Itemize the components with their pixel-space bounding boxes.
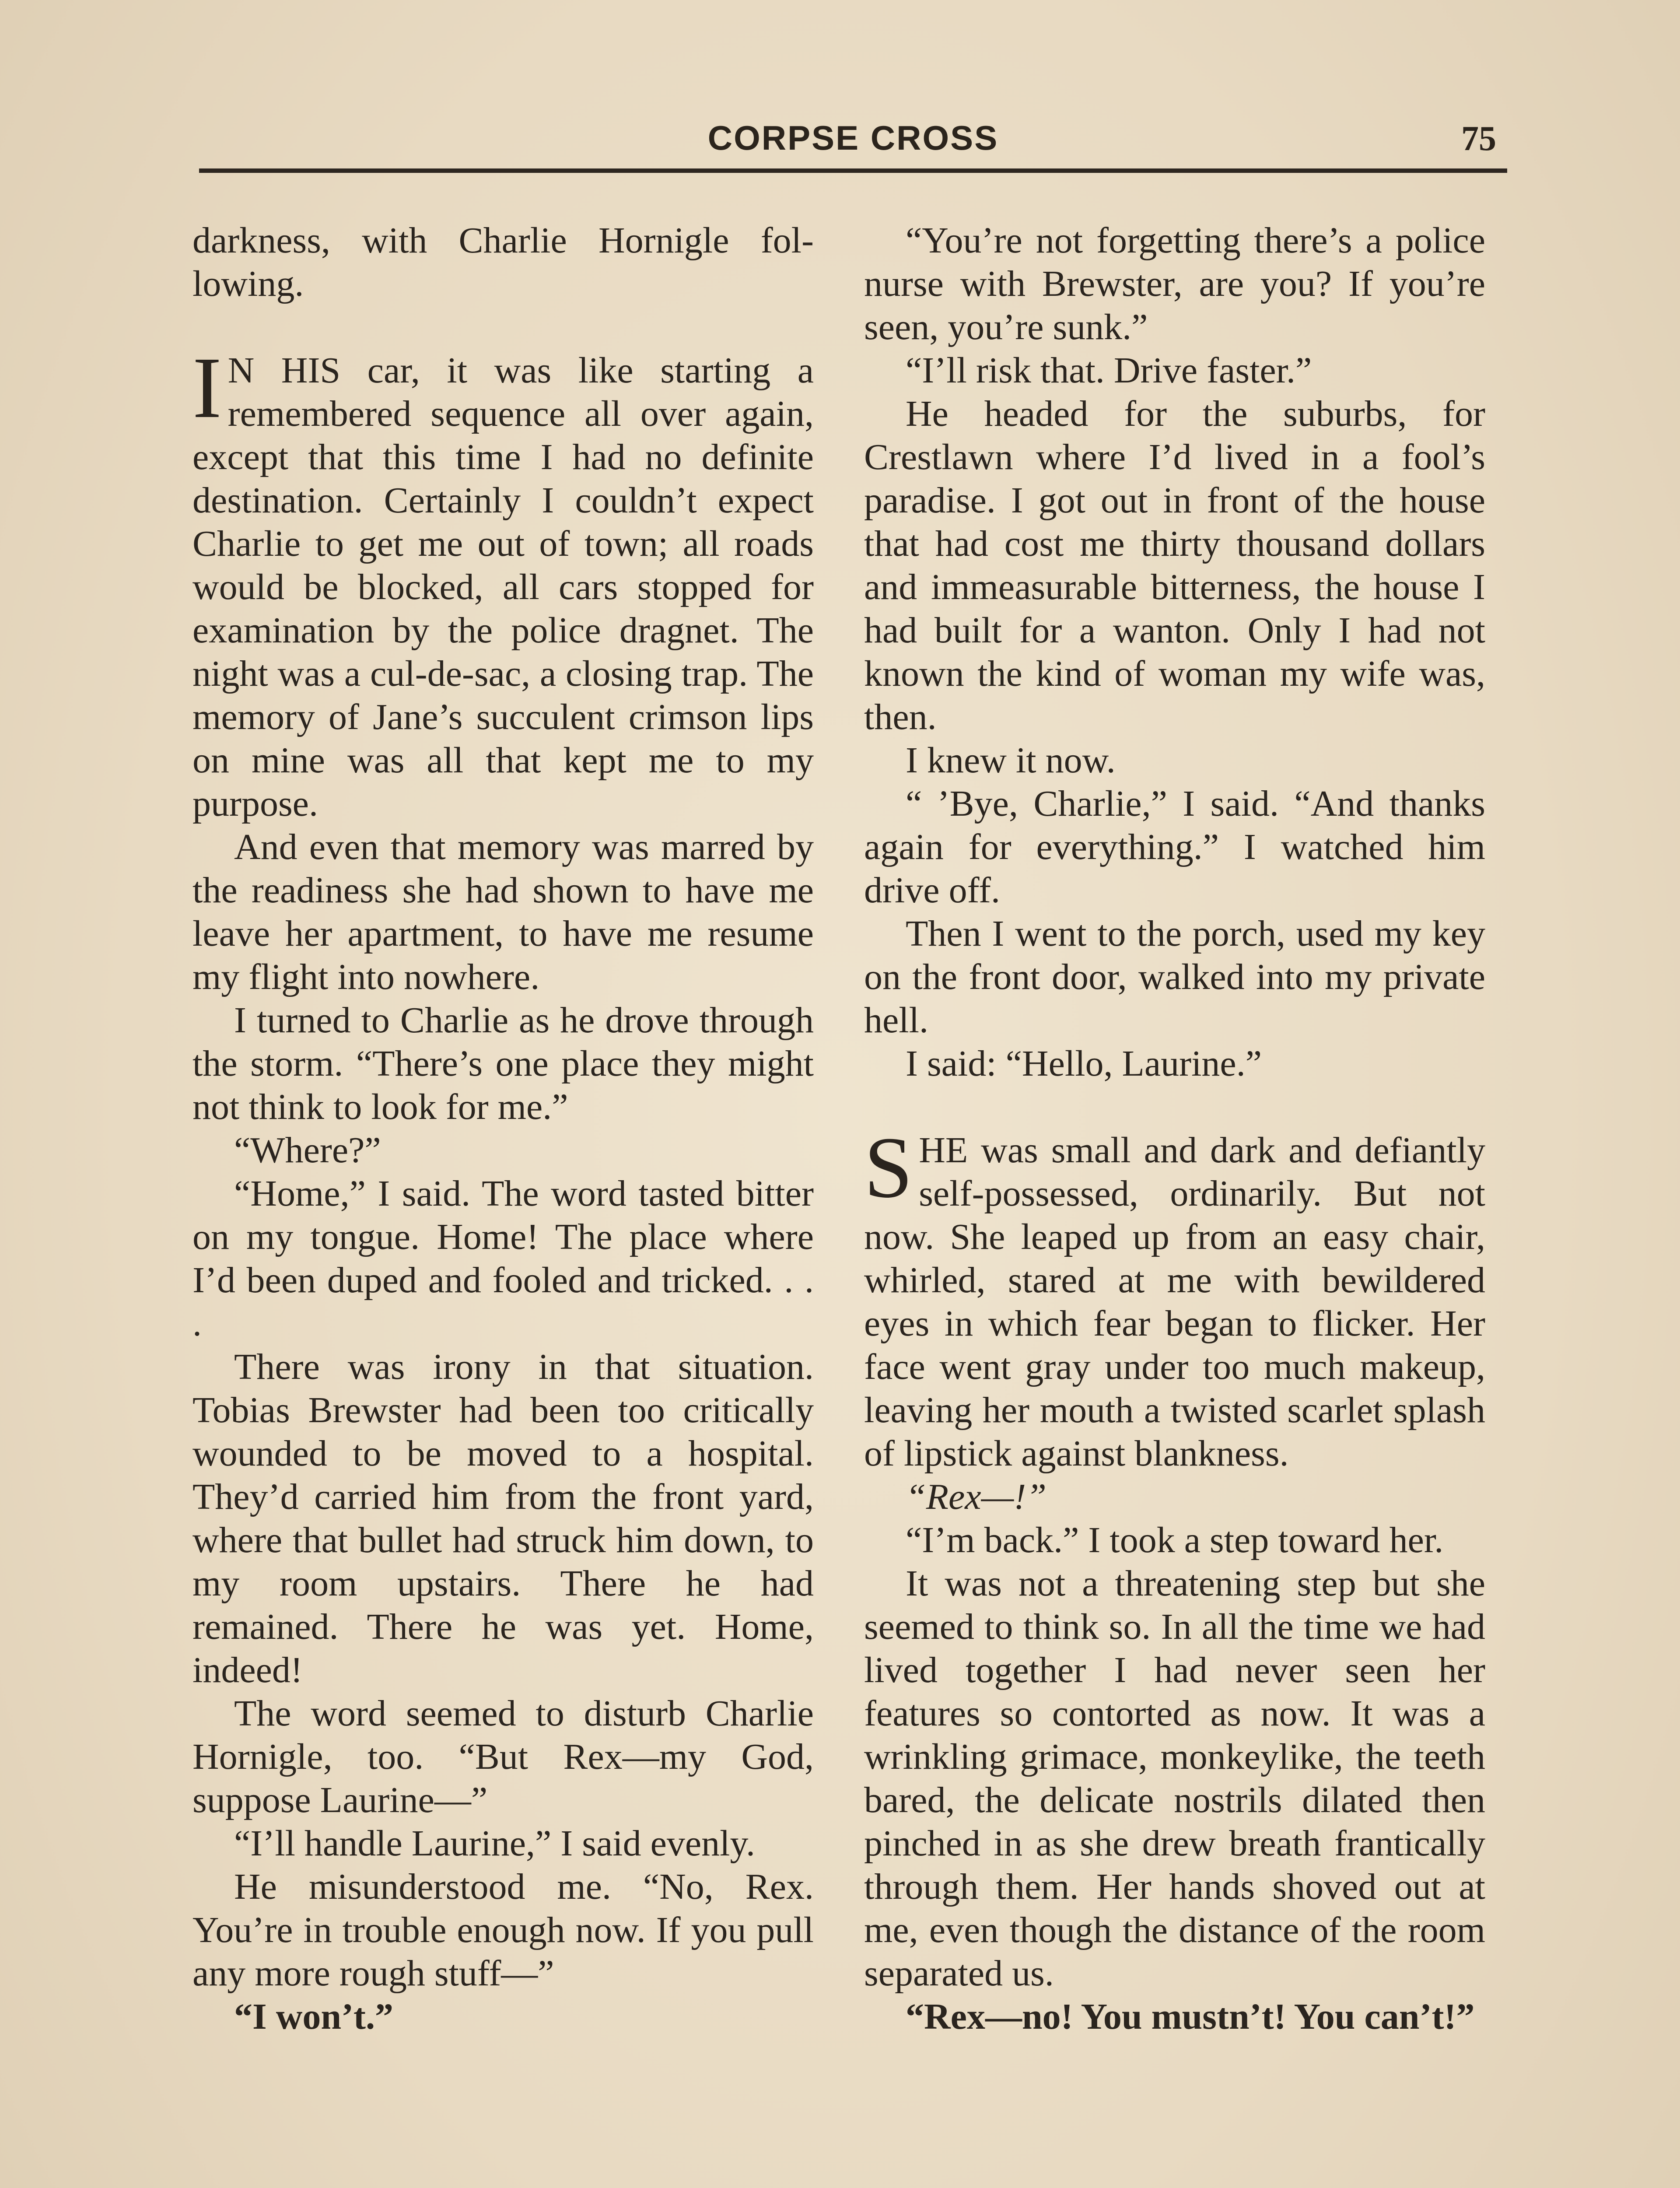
right-column-inner: [864, 219, 1485, 2188]
header-rule: [199, 168, 1507, 173]
drop-cap: I: [192, 340, 222, 436]
drop-cap: S: [864, 1119, 913, 1216]
running-title: CORPSE CROSS: [707, 119, 999, 157]
page-number: 75: [1461, 119, 1496, 158]
paragraph: “Where?”: [234, 1130, 381, 1171]
paragraph: darkness, with Charlie Hornigle following.: [192, 220, 814, 304]
paragraph: I knew it now.: [906, 740, 1116, 781]
paragraph: It was not a threatening step but she seemed to think so. In all the time we had lived together I had never seen her features so contorted as now. It was a wrinkling grimace, monkeylike, the teeth bared, the delicate nostrils dilated then pinched in as she drew breath frantically through them. Her hands shoved out at me, even though the distance of the room separated us.: [864, 1563, 1485, 1994]
paragraph: He headed for the suburbs, for Crestlawn where I’d lived in a fool’s paradise. I got out in front of the house that had cost me thirty thousand dollars and immeasurable bitterness, the house I had built for a wanton. Only I had not known the kind of woman my wife was, then.: [864, 393, 1485, 737]
paragraph: “You’re not forgetting there’s a police nurse with Brewster, are you? If you’re seen, you’re sunk.”: [864, 220, 1485, 347]
paragraph: There was irony in that situation. Tobias Brewster had been too critically wounded to be moved to a hospital. They’d carried him from the front yard, where that bullet had struck him down, to my room upstairs. There he had remained. There he was yet. Home, indeed!: [192, 1346, 814, 1690]
paragraph: “ ’Bye, Charlie,” I said. “And thanks again for everything.” I watched him drive off.: [864, 783, 1485, 911]
paragraph: “I’ll handle Laurine,” I said evenly.: [234, 1823, 756, 1864]
paragraph: The word seemed to disturb Charlie Hornigle, too. “But Rex—my God, suppose Laurine—”: [192, 1693, 814, 1820]
right-column: [864, 219, 1485, 2188]
section-break: [192, 305, 814, 349]
paragraph: He misunderstood me. “No, Rex. You’re in trouble enough now. If you pull any more rough stuff—”: [192, 1866, 814, 1994]
paragraph-text: N HIS car, it was like starting a remembered sequence all over again, except that this time I had no definite destination. Certainly I couldn’t expect Charlie to get me out of town; all roads would be blocked, all cars stopped for examination by the police dragnet. The night was a cul-de-sac, a closing trap. The memory of Jane’s succulent crimson lips on mine was all that kept me to my purpose.: [192, 350, 814, 824]
left-column: [192, 219, 814, 2188]
paragraph: “I’ll risk that. Drive faster.”: [906, 350, 1312, 391]
paragraph: “Rex—!”: [906, 1476, 1046, 1517]
page-header: [201, 118, 1505, 166]
paragraph-text: HE was small and dark and defiantly self-possessed, ordinarily. But not now. She leaped up from an easy chair, whirled, stared at me with bewildered eyes in which fear began to flicker. Her face went gray under too much makeup, leaving her mouth a twisted scarlet splash of lipstick against blankness.: [864, 1130, 1485, 1474]
paragraph: “I’m back.” I took a step toward her.: [906, 1520, 1444, 1560]
paragraph: Then I went to the porch, used my key on the front door, walked into my private hell.: [864, 913, 1485, 1041]
paragraph: “Home,” I said. The word tasted bitter on my tongue. Home! The place where I’d been duped and fooled and tricked. . . .: [192, 1173, 814, 1344]
paragraph-with-dropcap: [864, 1119, 1485, 1475]
paragraph: I said: “Hello, Laurine.”: [906, 1043, 1262, 1084]
paragraph: I turned to Charlie as he drove through the storm. “There’s one place they might not think to look for me.”: [192, 1000, 814, 1127]
paragraph: And even that memory was marred by the readiness she had shown to have me leave her apartment, to have me resume my flight into nowhere.: [192, 827, 814, 997]
paragraph: “Rex—no! You mustn’t! You can’t!”: [906, 1996, 1475, 2037]
section-break: [864, 1085, 1485, 1129]
paragraph-with-dropcap: [192, 340, 814, 825]
paragraph: “I won’t.”: [234, 1996, 394, 2037]
left-column-inner: [192, 219, 814, 2188]
